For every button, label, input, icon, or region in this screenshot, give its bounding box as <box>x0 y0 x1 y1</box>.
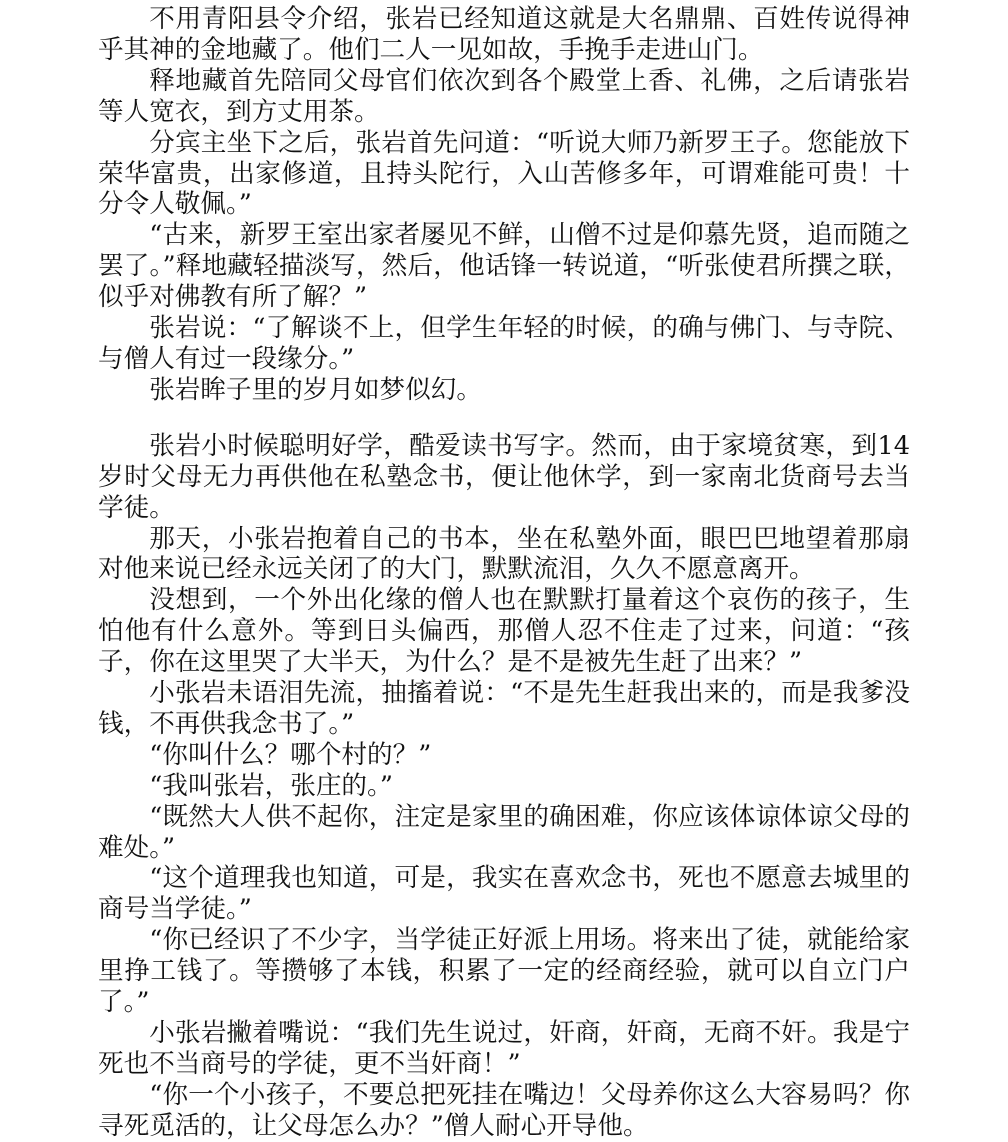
paragraph: “我叫张岩，张庄的。” <box>149 770 393 801</box>
paragraph: “这个道理我也知道，可是，我实在喜欢念书，死也不愿意去城里的商号当学徒。” <box>98 863 910 925</box>
paragraph: 不用青阳县令介绍，张岩已经知道这就是大名鼎鼎、百姓传说得神乎其神的金地藏了。他们二人一见如故，手挽手走进山门。 <box>98 4 910 65</box>
paragraph: 没想到，一个外出化缘的僧人也在默默打量着这个哀伤的孩子，生怕他有什么意外。等到日头偏西，那僧人忍不住走了过来，问道：“孩子，你在这里哭了大半天，为什么？是不是被先生赶了出来？” <box>98 585 910 678</box>
paragraph: “古来，新罗王室出家者屡见不鲜，山僧不过是仰慕先贤，追而随之罢了。”释地藏轻描淡写，然后，他话锋一转说道，“听张使君所撰之联，似乎对佛教有所了解？” <box>98 220 910 313</box>
section-break <box>98 406 910 431</box>
paragraph: 分宾主坐下之后，张岩首先问道：“听说大师乃新罗王子。您能放下荣华富贵，出家修道，且持头陀行，入山苦修多年，可谓难能可贵！十分令人敬佩。” <box>98 127 910 220</box>
paragraph: “你一个小孩子，不要总把死挂在嘴边！父母养你这么大容易吗？你寻死觅活的，让父母怎么办？”僧人耐心开导他。 <box>98 1079 910 1141</box>
document-page <box>98 4 910 1142</box>
paragraph: 释地藏首先陪同父母官们依次到各个殿堂上香、礼佛，之后请张岩等人宽衣，到方丈用茶。 <box>98 65 910 127</box>
paragraph: 张岩说：“了解谈不上，但学生年轻的时候，的确与佛门、与寺院、与僧人有过一段缘分。” <box>98 313 910 374</box>
paragraph: 张岩小时候聪明好学，酷爱读书写字。然而，由于家境贫寒，到14岁时父母无力再供他在私塾念书，便让他休学，到一家南北货商号去当学徒。 <box>98 430 910 523</box>
paragraph: 小张岩未语泪先流，抽搐着说：“不是先生赶我出来的，而是我爹没钱，不再供我念书了。” <box>98 678 910 739</box>
paragraph: “你叫什么？哪个村的？” <box>149 739 432 770</box>
paragraph: 小张岩撇着嘴说：“我们先生说过，奸商，奸商，无商不奸。我是宁死也不当商号的学徒，更不当奸商！” <box>98 1018 910 1079</box>
paragraph: “你已经识了不少字，当学徒正好派上用场。将来出了徒，就能给家里挣工钱了。等攒够了本钱，积累了一定的经商经验，就可以自立门户了。” <box>98 925 910 1018</box>
paragraph: 那天，小张岩抱着自己的书本，坐在私塾外面，眼巴巴地望着那扇对他来说已经永远关闭了的大门，默默流泪，久久不愿意离开。 <box>98 523 910 585</box>
paragraph: 张岩眸子里的岁月如梦似幻。 <box>149 374 482 405</box>
paragraph: “既然大人供不起你，注定是家里的确困难，你应该体谅体谅父母的难处。” <box>98 801 910 863</box>
